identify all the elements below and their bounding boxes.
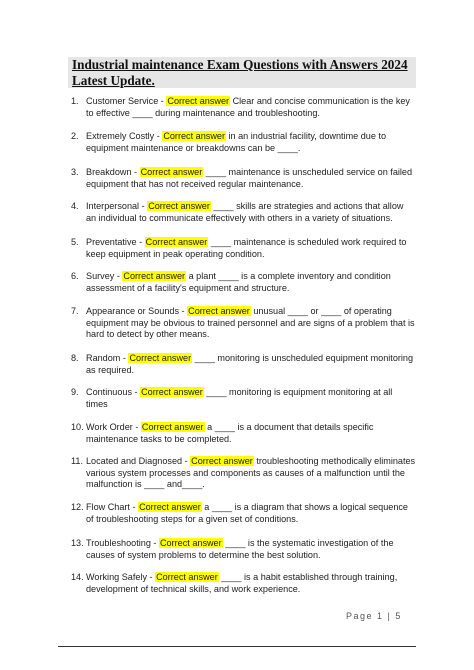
answer-term: Interpersonal	[86, 201, 140, 211]
correct-answer-marker: Correct answer	[167, 96, 230, 106]
question-text: troubleshooting methodically eliminates various system processes and components as causes of a malfunction until the malfunction is ____ and____.	[86, 456, 416, 490]
correct-answer-marker: Correct answer	[145, 237, 208, 247]
correct-answer-marker: Correct answer	[159, 538, 222, 548]
answer-term: Breakdown	[86, 167, 132, 177]
question-text: ____ skills are strategies and actions that allow an individual to communicate effectively with others in a variety of situations.	[86, 201, 404, 223]
question-body: Flow Chart - Correct answer a ____ is a diagram that shows a logical sequence of troubleshooting steps for a given set of conditions.	[86, 502, 408, 524]
question-body: Random - Correct answer ____ monitoring is unscheduled equipment monitoring as required.	[86, 353, 414, 375]
question-number: 4.	[71, 201, 79, 211]
question-number: 8.	[71, 353, 79, 363]
question-text: ____ maintenance is scheduled work required to keep equipment in peak operating condition.	[86, 237, 407, 259]
answer-term: Extremely Costly	[86, 131, 155, 141]
question-number: 11.	[71, 456, 83, 466]
question-number: 3.	[71, 167, 79, 177]
question-number: 10.	[71, 422, 84, 432]
question-number: 6.	[71, 271, 79, 281]
correct-answer-marker: Correct answer	[123, 271, 186, 281]
question-text: a plant ____ is a complete inventory and condition assessment of a facility's equipment and structure.	[86, 271, 391, 293]
question-number: 13.	[71, 538, 84, 548]
question-body: Interpersonal - Correct answer ____ skills are strategies and actions that allow an individual to communicate effectively with others in a variety of situations.	[86, 201, 404, 223]
question-body: Appearance or Sounds - Correct answer unusual ____ or ____ of operating equipment may be obvious to trained personnel and are signs of a problem that is hard to detect by other means.	[86, 306, 415, 340]
answer-term: Random	[86, 353, 121, 363]
document-title: Industrial maintenance Exam Questions with Answers 2024 Latest Update.	[72, 57, 408, 88]
answer-term: Appearance or Sounds	[86, 306, 180, 316]
correct-answer-marker: Correct answer	[129, 353, 192, 363]
question-number: 14.	[71, 572, 84, 582]
question-text: Clear and concise communication is the key to effective ____ during maintenance and troubleshooting.	[86, 96, 410, 118]
page-number: Page 1 | 5	[346, 611, 402, 621]
answer-term: Work Order	[86, 422, 133, 432]
question-text: ____ is a habit established through training, development of technical skills, and work experience.	[86, 572, 398, 594]
answer-term: Located and Diagnosed	[86, 456, 183, 466]
correct-answer-marker: Correct answer	[141, 387, 203, 397]
answer-term: Survey	[86, 271, 115, 281]
question-body: Survey - Correct answer a plant ____ is a complete inventory and condition assessment of a facility's equipment and structure.	[86, 271, 391, 293]
footer-rule	[58, 646, 416, 647]
question-text: ____ monitoring is equipment monitoring at all times	[86, 387, 393, 409]
question-number: 7.	[71, 306, 79, 316]
correct-answer-marker: Correct answer	[191, 456, 253, 466]
question-body: Preventative - Correct answer ____ maintenance is scheduled work required to keep equipment in peak operating condition.	[86, 237, 407, 259]
correct-answer-marker: Correct answer	[141, 422, 204, 432]
question-body: Located and Diagnosed - Correct answer troubleshooting methodically eliminates various system processes and components as causes of a malfunction until the malfunction is ____ and____.	[86, 456, 416, 490]
question-body: Continuous - Correct answer ____ monitoring is equipment monitoring at all times	[86, 387, 393, 409]
correct-answer-marker: Correct answer	[188, 306, 250, 316]
answer-term: Troubleshooting	[86, 538, 151, 548]
question-body: Work Order - Correct answer a ____ is a document that details specific maintenance tasks to be completed.	[86, 422, 374, 444]
answer-term: Continuous	[86, 387, 133, 397]
correct-answer-marker: Correct answer	[139, 502, 201, 512]
correct-answer-marker: Correct answer	[140, 167, 203, 177]
question-number: 1.	[71, 96, 79, 106]
answer-term: Preventative	[86, 237, 137, 247]
question-number: 5.	[71, 237, 79, 247]
question-body: Working Safely - Correct answer ____ is a habit established through training, development of technical skills, and work experience.	[86, 572, 398, 594]
correct-answer-marker: Correct answer	[163, 131, 225, 141]
answer-term: Customer Service	[86, 96, 159, 106]
question-text: a ____ is a document that details specific maintenance tasks to be completed.	[86, 422, 374, 444]
correct-answer-marker: Correct answer	[156, 572, 218, 582]
correct-answer-marker: Correct answer	[148, 201, 210, 211]
answer-term: Flow Chart	[86, 502, 130, 512]
question-body: Customer Service - Correct answer Clear and concise communication is the key to effective ____ during maintenance and troubleshooting.	[86, 96, 410, 118]
question-text: ____ is the systematic investigation of the causes of system problems to determine the best solution.	[86, 538, 394, 560]
answer-term: Working Safely	[86, 572, 147, 582]
question-number: 2.	[71, 131, 79, 141]
question-text: ____ monitoring is unscheduled equipment monitoring as required.	[86, 353, 414, 375]
question-number: 9.	[71, 387, 79, 397]
question-body: Extremely Costly - Correct answer in an industrial facility, downtime due to equipment maintenance or breakdowns can be ____.	[86, 131, 387, 153]
question-text: a ____ is a diagram that shows a logical sequence of troubleshooting steps for a given set of conditions.	[86, 502, 408, 524]
question-text: in an industrial facility, downtime due to equipment maintenance or breakdowns can be ____.	[86, 131, 387, 153]
question-text: unusual ____ or ____ of operating equipment may be obvious to trained personnel and are signs of a problem that is hard to detect by other means.	[86, 306, 415, 340]
question-body: Breakdown - Correct answer ____ maintenance is unscheduled service on failed equipment that has not received regular maintenance.	[86, 167, 413, 189]
question-number: 12.	[71, 502, 84, 512]
question-body: Troubleshooting - Correct answer ____ is the systematic investigation of the causes of system problems to determine the best solution.	[86, 538, 394, 560]
question-text: ____ maintenance is unscheduled service on failed equipment that has not received regular maintenance.	[86, 167, 413, 189]
